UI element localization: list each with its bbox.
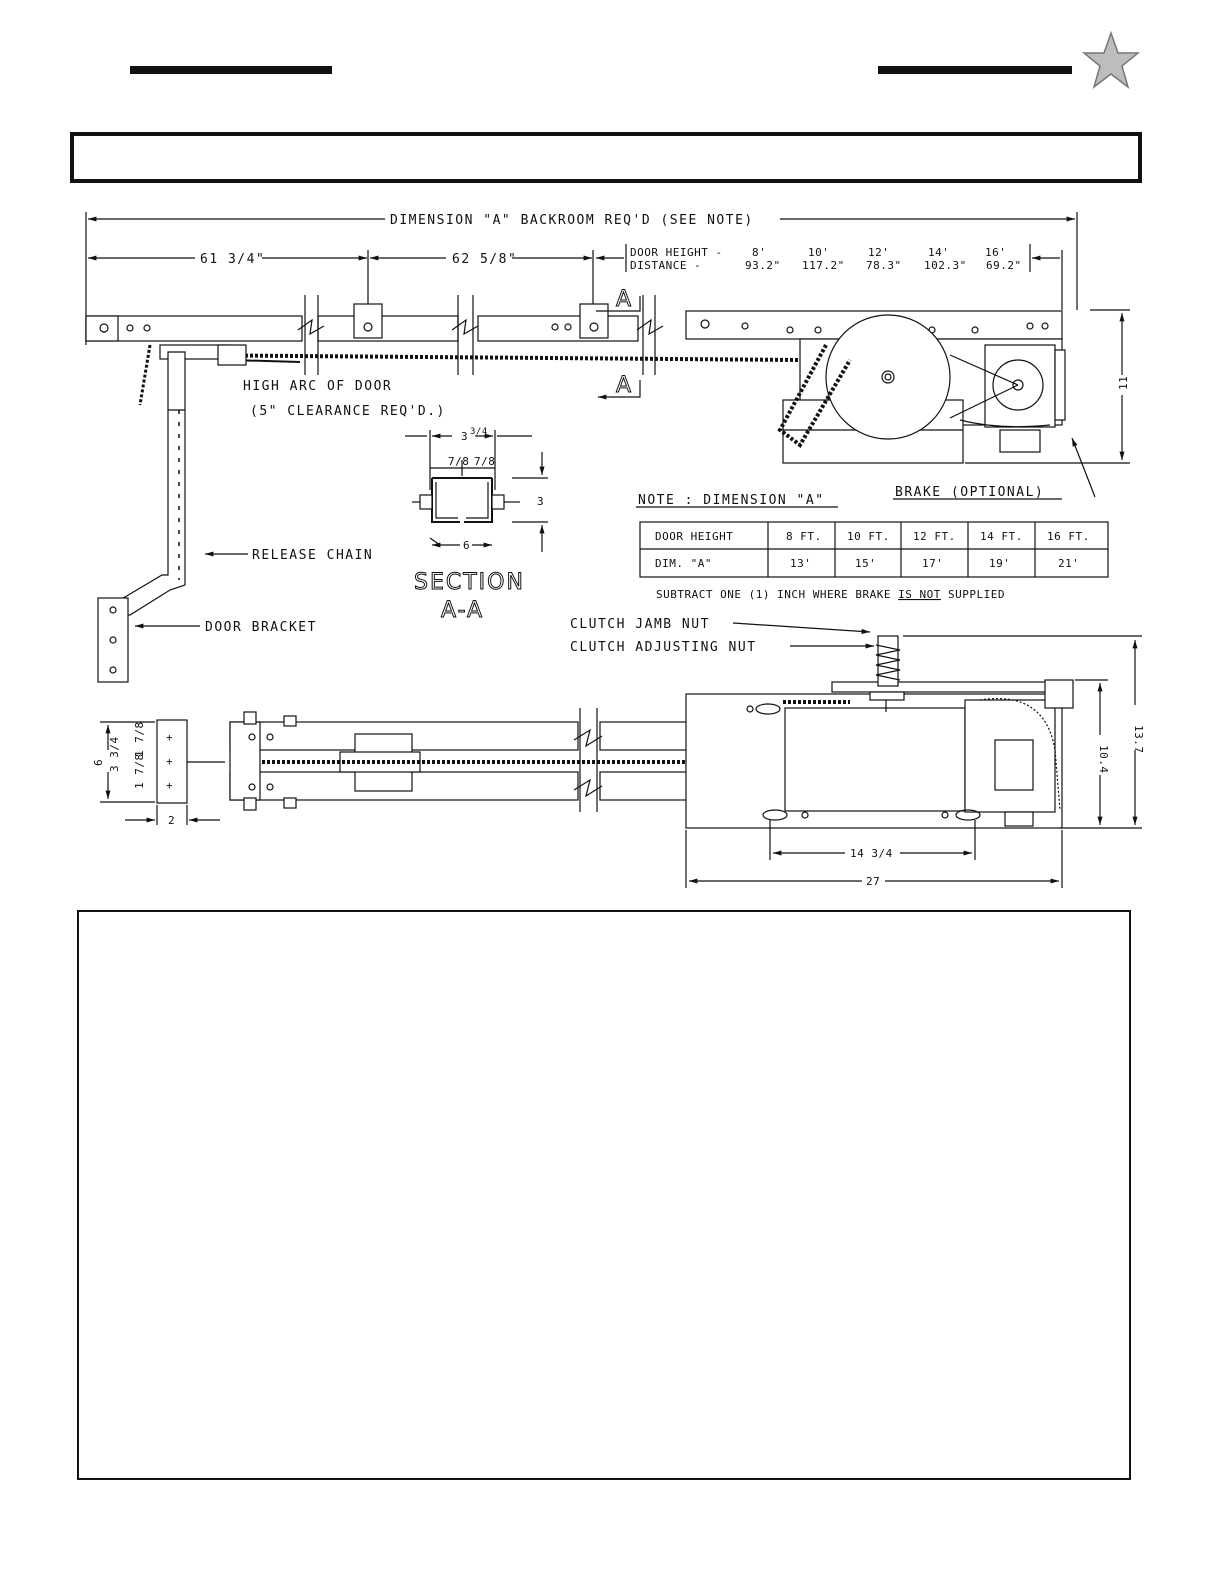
plan-dim-6: 6 xyxy=(92,758,105,766)
svg-text:+: + xyxy=(166,779,174,792)
section-sub: A-A xyxy=(441,598,485,623)
plan-dim-3-34: 3 3/4 xyxy=(108,736,121,772)
plan-dim-1-78a: 1 7/8 xyxy=(133,721,146,757)
sec-dim-top-frac: 3/4 xyxy=(470,427,488,437)
dim-14-label: 14 3/4 xyxy=(850,847,893,860)
nt-r1c2: 8 FT. xyxy=(786,530,822,543)
dist-4: 102.3" xyxy=(924,259,967,272)
note-title: NOTE : DIMENSION "A" xyxy=(638,493,825,508)
brake-label: BRAKE (OPTIONAL) xyxy=(895,485,1045,500)
nt-r2c3: 15' xyxy=(855,557,877,570)
door-bracket-label: DOOR BRACKET xyxy=(205,620,317,635)
nt-r2c5: 19' xyxy=(989,557,1011,570)
dist-5: 69.2" xyxy=(986,259,1022,272)
nt-r2c2: 13' xyxy=(790,557,812,570)
svg-text:+: + xyxy=(166,731,174,744)
nt-r1c1: DOOR HEIGHT xyxy=(655,530,734,543)
dim-11-label: 11 xyxy=(1117,375,1130,390)
sec-dim-78b: 7/8 xyxy=(474,455,496,468)
dim-61-label: 61 3/4" xyxy=(200,252,266,267)
note-table xyxy=(640,522,1108,577)
clutch-jamb-label: CLUTCH JAMB NUT xyxy=(570,617,710,632)
title-box xyxy=(72,134,1140,181)
plan-dim-2: 2 xyxy=(168,814,176,827)
distance-label: DISTANCE - xyxy=(630,259,702,272)
dh-8: 8' xyxy=(752,246,767,259)
dist-2: 117.2" xyxy=(802,259,845,272)
section-marker-bottom: A xyxy=(616,373,634,398)
dh-14: 14' xyxy=(928,246,950,259)
sec-dim-78a: 7/8 xyxy=(448,455,470,468)
operator-plan-view xyxy=(686,636,1073,828)
dim-13-7-label: 13.7 xyxy=(1132,725,1145,754)
nt-r2c1: DIM. "A" xyxy=(655,557,712,570)
rail-plan-view xyxy=(157,708,762,812)
dh-12: 12' xyxy=(868,246,890,259)
nt-r1c3: 10 FT. xyxy=(847,530,890,543)
nt-r1c6: 16 FT. xyxy=(1047,530,1090,543)
section-marker-top: A xyxy=(616,287,634,312)
dim-62-label: 62 5/8" xyxy=(452,252,518,267)
door-height-label: DOOR HEIGHT - xyxy=(630,246,723,259)
dist-3: 78.3" xyxy=(866,259,902,272)
dim-27-label: 27 xyxy=(866,875,881,888)
dh-16: 16' xyxy=(985,246,1007,259)
notes-box xyxy=(78,911,1130,1479)
nt-r1c5: 14 FT. xyxy=(980,530,1023,543)
high-arc-label: HIGH ARC OF DOOR xyxy=(243,379,393,394)
section-aa-detail xyxy=(405,430,548,552)
clutch-adjust-label: CLUTCH ADJUSTING NUT xyxy=(570,640,757,655)
svg-text:+: + xyxy=(166,755,174,768)
plan-dim-1-78b: 1 7/8 xyxy=(133,753,146,789)
release-chain-label: RELEASE CHAIN xyxy=(252,548,374,563)
sec-dim-6: 6 xyxy=(463,539,471,552)
nt-r1c4: 12 FT. xyxy=(913,530,956,543)
sec-dim-top: 3 xyxy=(461,430,469,443)
star-icon xyxy=(1084,33,1138,87)
header-bar-left xyxy=(130,66,332,74)
dist-1: 93.2" xyxy=(745,259,781,272)
header-bar-right xyxy=(878,66,1072,74)
sec-dim-3: 3 xyxy=(537,495,545,508)
nt-r2c4: 17' xyxy=(922,557,944,570)
nt-r2c6: 21' xyxy=(1058,557,1080,570)
subtract-note: SUBTRACT ONE (1) INCH WHERE BRAKE IS NOT SUPPLIED xyxy=(656,588,1006,601)
dimension-a-label: DIMENSION "A" BACKROOM REQ'D (SEE NOTE) xyxy=(390,213,754,228)
clearance-label: (5" CLEARANCE REQ'D.) xyxy=(250,404,446,419)
section-title: SECTION xyxy=(414,570,525,595)
dim-10-4-label: 10.4 xyxy=(1097,745,1110,774)
dh-10: 10' xyxy=(808,246,830,259)
